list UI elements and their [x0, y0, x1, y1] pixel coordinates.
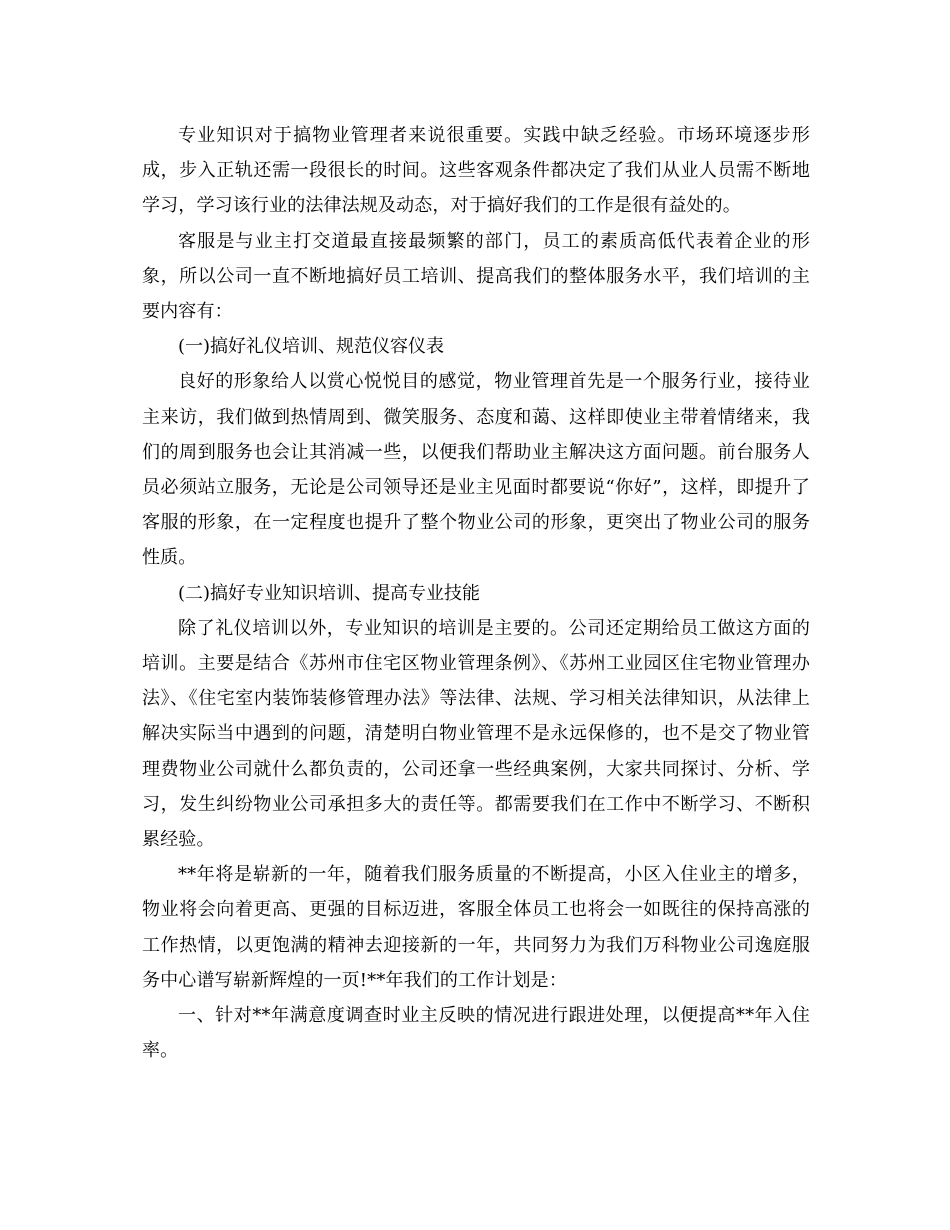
section-heading-etiquette: (一)搞好礼仪培训、规范仪容仪表 [178, 336, 445, 358]
section-heading-professional-skills: (二)搞好专业知识培训、提高专业技能 [178, 582, 481, 604]
paragraph-etiquette: 良好的形象给人以赏心悦悦目的感觉，物业管理首先是一个服务行业，接待业主来访，我们做到热情周到、微笑服务、态度和蔼、这样即使业主带着情绪来，我们的周到服务也会让其消减一些，以便我们帮助业主解决这方面问题。前台服务人员必须站立服务，无论是公司领导还是业主见面时都要说“你好”，这样，即提升了客服的形象，在一定程度也提升了整个物业公司的形象，更突出了物业公司的服务性质。 [142, 371, 810, 569]
paragraph-new-year-outlook: **年将是崭新的一年，随着我们服务质量的不断提高，小区入住业主的增多，物业将会向着更高、更强的目标迈进，客服全体员工也将会一如既往的保持高涨的工作热情，以更饱满的精神去迎接新的一年，共同努力为我们万科物业公司逸庭服务中心谱写崭新辉煌的一页!**年我们的工作计划是： [142, 864, 810, 991]
paragraph-work-plan-item-1: 一、针对**年满意度调查时业主反映的情况进行跟进处理，以便提高**年入住率。 [142, 1005, 810, 1062]
paragraph-professional-skills: 除了礼仪培训以外，专业知识的培训是主要的。公司还定期给员工做这方面的培训。主要是结合《苏州市住宅区物业管理条例》、《苏州工业园区住宅物业管理办法》、《住宅室内装饰装修管理办法》等法律、法规、学习相关法律知识，从法律上解决实际当中遇到的问题，清楚明白物业管理不是永远保修的，也不是交了物业管理费物业公司就什么都负责的，公司还拿一些经典案例，大家共同探讨、分析、学习，发生纠纷物业公司承担多大的责任等。都需要我们在工作中不断学习、不断积累经验。 [142, 617, 810, 851]
paragraph-customer-service-training: 客服是与业主打交道最直接最频繁的部门，员工的素质高低代表着企业的形象，所以公司一直不断地搞好员工培训、提高我们的整体服务水平，我们培训的主要内容有： [142, 230, 810, 323]
document-page [142, 118, 810, 1068]
paragraph-professional-knowledge: 专业知识对于搞物业管理者来说很重要。实践中缺乏经验。市场环境逐步形成，步入正轨还需一段很长的时间。这些客观条件都决定了我们从业人员需不断地学习，学习该行业的法律法规及动态，对于搞好我们的工作是很有益处的。 [142, 125, 810, 217]
